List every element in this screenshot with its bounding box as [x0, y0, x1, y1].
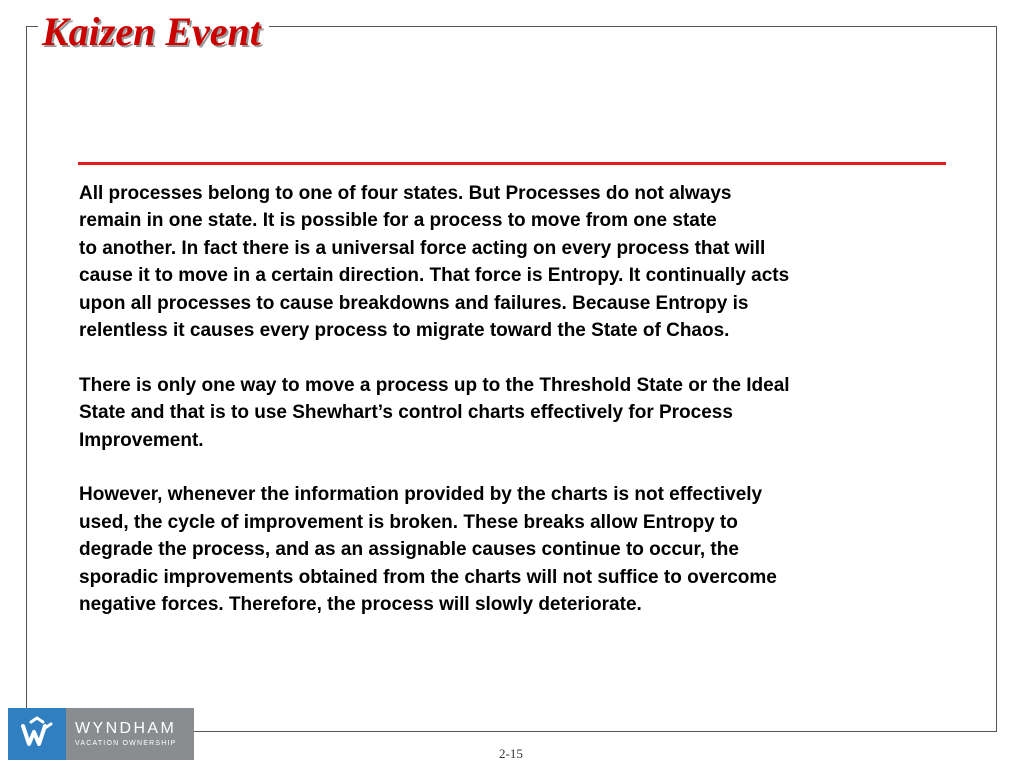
slide-body: [79, 180, 949, 646]
logo-brand-text: WYNDHAM: [75, 719, 177, 737]
page-number: 2-15: [499, 746, 523, 761]
paragraph-control-charts: There is only one way to move a process up to the Threshold State or the Ideal State and that is to use Shewhart’s control charts effectively for Process Improvement.: [79, 374, 790, 451]
wyndham-logo: [8, 708, 194, 760]
logo-wordmark: [66, 708, 194, 760]
logo-subtitle-text: VACATION OWNERSHIP: [75, 739, 177, 747]
title-container: [38, 9, 269, 54]
title-divider: [78, 162, 946, 165]
paragraph-entropy: All processes belong to one of four states. But Processes do not always remain in one state. It is possible for a process to move from one state to another. In fact there is a universal force acting on every process that will cause it to move in a certain direction. That force is Entropy. It continually acts upon all processes to cause breakdowns and failures. Because Entropy is relentless it causes every process to migrate toward the State of Chaos.: [79, 183, 790, 342]
wyndham-w-icon: [8, 708, 66, 760]
paragraph-deterioration: However, whenever the information provided by the charts is not effectively used, the cycle of improvement is broken. These breaks allow Entropy to degrade the process, and as an assignable causes continue to occur, the sporadic improvements obtained from the charts will not suffice to overcome negative forces. Therefore, the process will slowly deteriorate.: [79, 484, 777, 616]
slide-title: Kaizen Event: [42, 9, 261, 54]
